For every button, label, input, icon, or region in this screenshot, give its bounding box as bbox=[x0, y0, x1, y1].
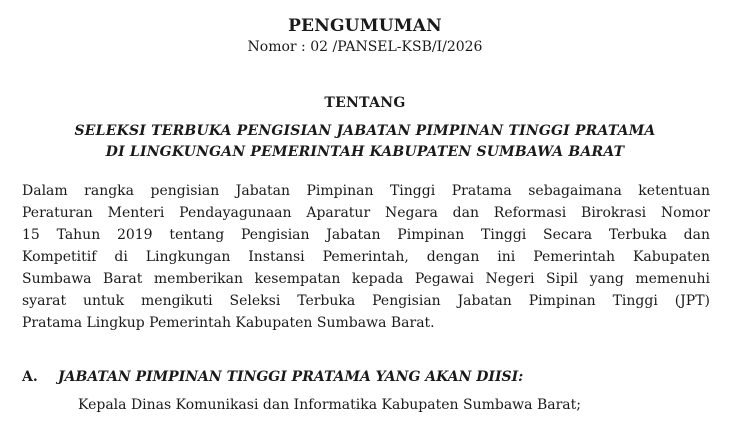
subject-line-2: DI LINGKUNGAN PEMERINTAH KABUPATEN SUMBAWA BARAT bbox=[105, 144, 625, 160]
section-a-heading bbox=[22, 369, 523, 385]
paragraph-line: syarat untuk mengikuti Seleksi Terbuka Pengisian Jabatan Pimpinan Tinggi (JPT) bbox=[22, 293, 710, 309]
section-title: JABATAN PIMPINAN TINGGI PRATAMA YANG AKAN DIISI: bbox=[58, 369, 524, 385]
paragraph-line: Sumbawa Barat memberikan kesempatan kepada Pegawai Negeri Sipil yang memenuhi bbox=[22, 271, 710, 287]
paragraph-line: Dalam rangka pengisian Jabatan Pimpinan Tinggi Pratama sebagaimana ketentuan bbox=[22, 183, 710, 199]
document-title: PENGUMUMAN bbox=[288, 16, 442, 36]
about-heading: TENTANG bbox=[324, 95, 406, 111]
paragraph-line: Kompetitif di Lingkungan Instansi Pemerintah, dengan ini Pemerintah Kabupaten bbox=[22, 249, 710, 265]
paragraph-line: 15 Tahun 2019 tentang Pengisian Jabatan Pimpinan Tinggi Secara Terbuka dan bbox=[22, 227, 710, 243]
subject-line-1: SELEKSI TERBUKA PENGISIAN JABATAN PIMPINAN TINGGI PRATAMA bbox=[74, 123, 656, 139]
section-letter: A. bbox=[22, 369, 38, 385]
paragraph-line: Pratama Lingkup Pemerintah Kabupaten Sumbawa Barat. bbox=[22, 315, 435, 331]
intro-paragraph bbox=[22, 180, 710, 334]
paragraph-line: Peraturan Menteri Pendayagunaan Aparatur Negara dan Reformasi Birokrasi Nomor bbox=[22, 205, 710, 221]
document-number: Nomor : 02 /PANSEL-KSB/I/2026 bbox=[247, 39, 483, 55]
section-a-item: Kepala Dinas Komunikasi dan Informatika Kabupaten Sumbawa Barat; bbox=[78, 397, 581, 413]
